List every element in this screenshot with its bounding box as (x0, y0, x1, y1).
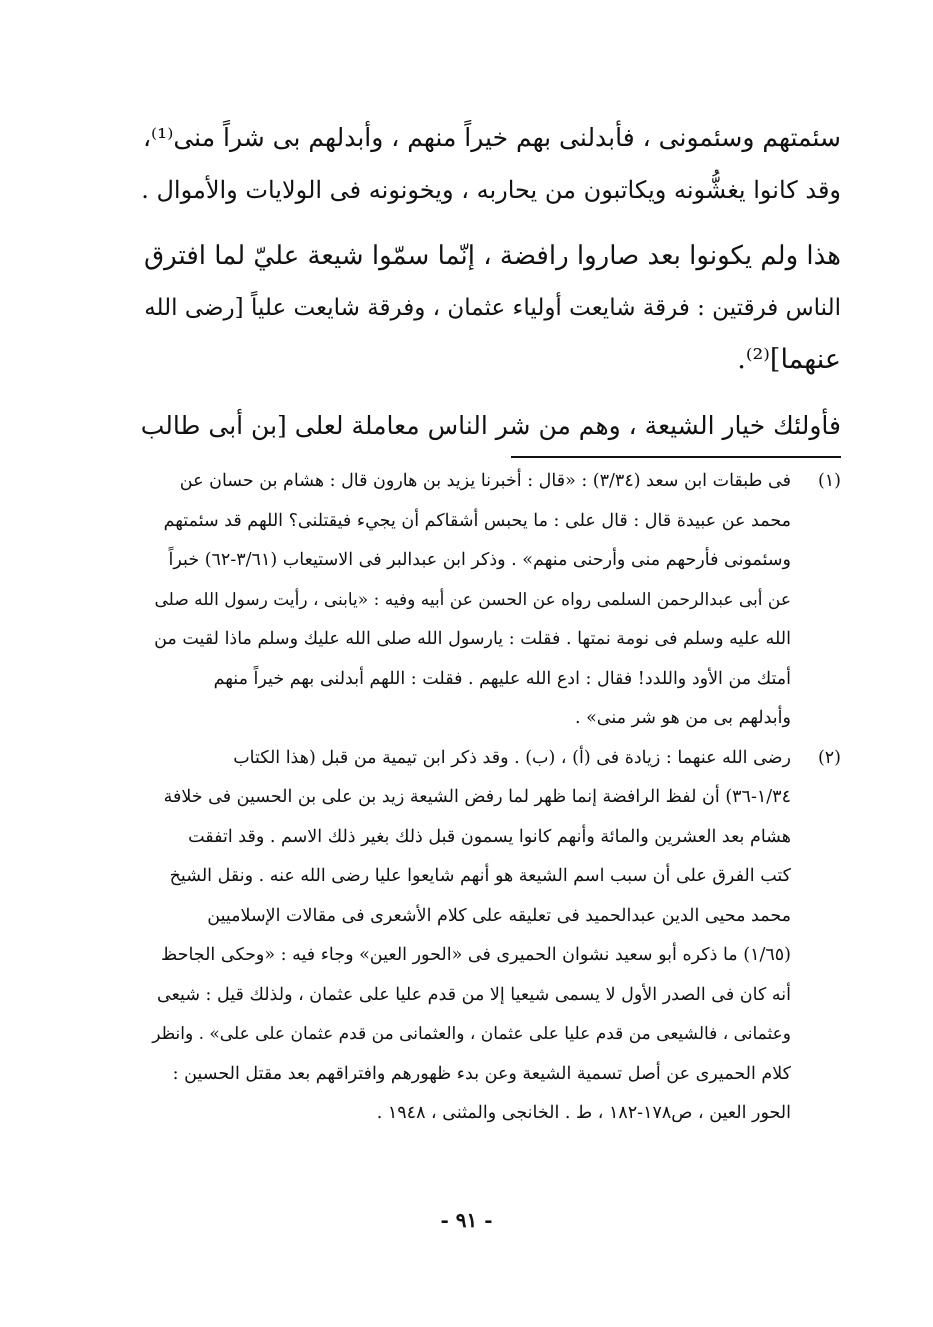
text-line: سئمتهم وسئمونى ، فأبدلنى بهم خيراً منهم ، وأبدلهم بى شراً منى⁽¹⁾، (142, 123, 841, 152)
text-line: هذا ولم يكونوا بعد صاروا رافضة ، إنّما سمّوا شيعة عليّ لما افترق (144, 241, 841, 271)
paragraph-gap (141, 216, 841, 230)
paragraph-gap (141, 386, 841, 400)
footnote-line: أنه كان فى الصدر الأول لا يسمى شيعيا إلا من قدم عليا على عثمان ، ولذلك قيل : شيعى (157, 984, 791, 1005)
footnote-1 (141, 462, 841, 739)
page-number: - ٩١ - (440, 1208, 493, 1232)
footnote-number: (١) (817, 471, 841, 491)
footnote-line: (١/٦٥) ما ذكره أبو سعيد نشوان الحميرى فى «الحور العين» وجاء فيه : «وحكى الجاحظ (161, 945, 791, 965)
footnote-line: الله عليه وسلم فى نومة نمتها . فقلت : يارسول الله صلى الله عليك وسلم ماذا لقيت من (154, 629, 791, 649)
footnote-line: فى طبقات ابن سعد (٣/٣٤) : «قال : أخبرنا يزيد بن هارون قال : هشام بن حسان عن (179, 471, 791, 491)
footnote-line: وسئمونى فأرحهم منى وأرحنى منهم» . وذكر ابن عبدالبر فى الاستيعاب (٣/٦١-٦٢) خبراً (168, 550, 791, 570)
footnotes (141, 462, 841, 1134)
footnote-line: رضى الله عنهما : زيادة فى (أ) ، (ب) . وقد ذكر ابن تيمية من قبل (هذا الكتاب (233, 747, 791, 768)
main-text (141, 112, 841, 452)
footnote-separator (511, 456, 841, 458)
text-line: الناس فرقتين : فرقة شايعت أولياء عثمان ، وفرقة شايعت علياً [رضى الله (144, 295, 841, 321)
text-line: وقد كانوا يغشُّونه ويكاتبون من يحاربه ، ويخونونه فى الولايات والأموال . (141, 176, 841, 204)
paragraph (141, 112, 841, 216)
footnote-line: محمد محيى الدين عبدالحميد فى تعليقه على كلام الأشعرى فى مقالات الإسلاميين (207, 905, 791, 926)
footnote-line: أمتك من الأود واللدد! فقال : ادع الله عليهم . فقلت : اللهم أبدلنى بهم خيراً منهم (213, 668, 791, 689)
footnote-line: عن أبى عبدالرحمن السلمى رواه عن الحسن عن أبيه وفيه : «يابنى ، رأيت رسول الله صلى (154, 589, 791, 610)
footnote-line: هشام بعد العشرين والمائة وأنهم كانوا يسمون قبل ذلك بغير ذلك الاسم . وقد اتفقت (188, 826, 791, 847)
footnote-2 (141, 739, 841, 1134)
footnote-line: الحور العين ، ص١٧٨-١٨٢ ، ط . الخانجى والمثنى ، ١٩٤٨ . (376, 1103, 791, 1123)
footnote-line: كلام الحميرى عن أصل تسمية الشيعة وعن بدء ظهورهم وافتراقهم بعد مقتل الحسين : (172, 1063, 791, 1084)
footnote-number: (٢) (817, 747, 841, 768)
footnote-line: محمد عن عبيدة قال : قال على : ما يحبس أشقاكم أن يجيء فيقتلنى؟ اللهم قد سئمتهم (163, 510, 791, 531)
footnote-line: كتب الفرق على أن سبب اسم الشيعة هو أنهم شايعوا عليا رضى الله عنه . ونقل الشيخ (169, 866, 791, 886)
footnote-line: وعثمانى ، فالشيعى من قدم عليا على عثمان ، والعثمانى من قدم عثمان على على» . وانظر (152, 1024, 791, 1044)
paragraph (141, 400, 841, 452)
footnote-line: وأبدلهم بى من هو شر منى» . (574, 708, 791, 728)
text-line: عنهما]⁽²⁾. (737, 344, 841, 375)
paragraph (141, 230, 841, 386)
footnote-line: ١/٣٤-٣٦) أن لفظ الرافضة إنما ظهر لما رفض الشيعة زيد بن على بن الحسين فى خلافة (163, 787, 791, 807)
text-line: فأولئك خيار الشيعة ، وهم من شر الناس معاملة لعلى [بن أبى طالب (140, 411, 841, 440)
